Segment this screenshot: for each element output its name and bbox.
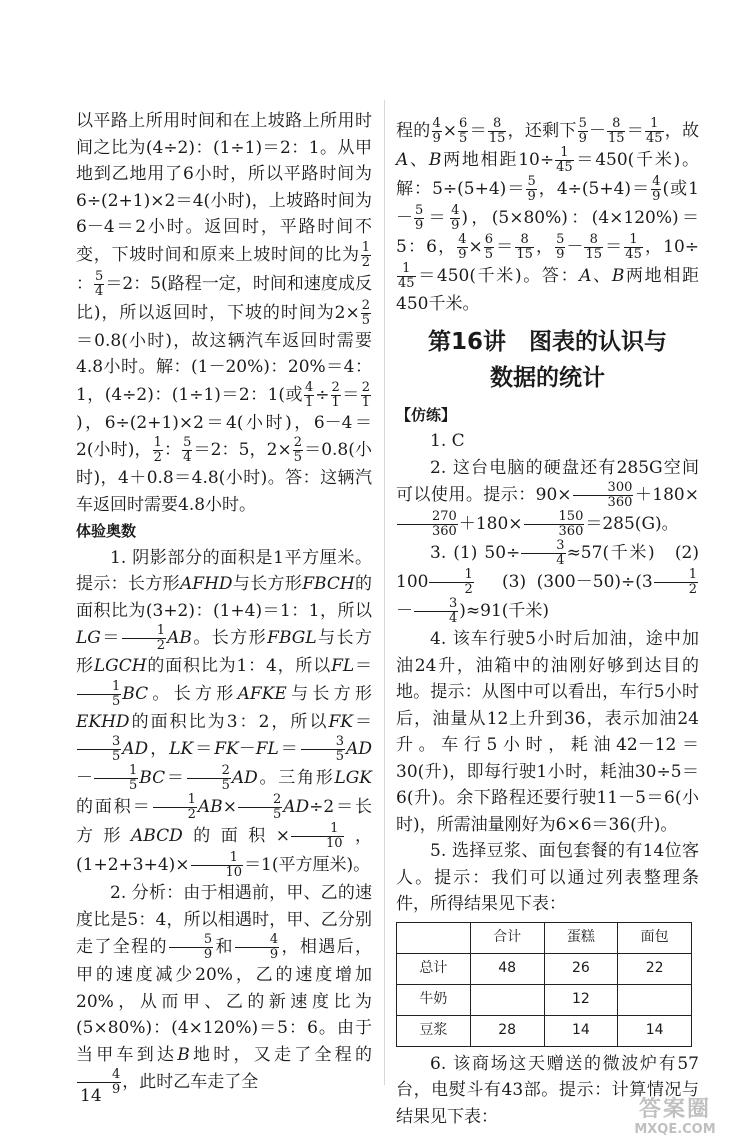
watermark-title: 答案圈	[638, 1097, 711, 1122]
table-cell: 豆浆	[397, 1015, 471, 1046]
answer-6: 6. 该商场这天赠送的微波炉有57台，电熨斗有43部。提示：计算情况与结果见下表：	[396, 1053, 699, 1127]
table-cell: 14	[544, 1015, 618, 1046]
table-row	[397, 1015, 692, 1046]
right-column	[396, 117, 699, 1130]
table-row	[397, 984, 692, 1015]
table-cell: 牛奶	[397, 984, 471, 1015]
watermark-logo	[610, 1098, 740, 1144]
practice-tag: 【仿练】	[396, 405, 457, 424]
table-header-cell: 面包	[618, 922, 692, 953]
section-title-tiyan-aoshu: 体验奥数	[76, 522, 137, 540]
answer-3: 3. (1) 50÷ $\frac{3}{4}$ ≈57(千米) (2) 100 $\frac{1}{2}$ (3) (300－50)÷(3 $\frac{1}{2}$ － $\frac{3}{4}$ )≈91(千米)	[396, 538, 699, 626]
column-divider	[384, 100, 385, 1085]
table-cell	[618, 984, 692, 1015]
table-cell: 12	[544, 984, 618, 1015]
answer-1: 1. C	[430, 431, 465, 451]
left-column	[76, 108, 372, 1097]
table-cell: 22	[618, 953, 692, 984]
answer-2: 2. 这台电脑的硬盘还有285G空间可以使用。提示：90× $\frac{300}{360}$ ＋180× $\frac{270}{360}$ ＋180× $\frac{150}{360}$ ＝285(G)。	[396, 457, 699, 539]
table-cell: 总计	[397, 953, 471, 984]
left-paragraph-2: 1. 阴影部分的面积是1平方厘米。提示：长方形AFHD与长方形FBCH的面积比为(3+2)：(1+4)＝1：1，所以LG＝ $\frac{1}{2}$ AB。长方形FBGL与长方形LGCH的面积比为1：4，所以FL＝ $\frac{1}{5}$ BC。长方形AFKE与长方形EKHD的面积比为3：2，所以FK＝ $\frac{3}{5}$ AD，LK＝FK－FL＝ $\frac{3}{5}$ AD－ $\frac{1}{5}$ BC＝ $\frac{2}{5}$ AD。三角形LGK的面积＝ $\frac{1}{2}$ AB× $\frac{2}{5}$ AD÷2＝长方形ABCD的面积× $\frac{1}{10}$ ，(1+2+3+4)× $\frac{1}{10}$ ＝1(平方厘米)。	[76, 547, 373, 880]
table-cell: 28	[470, 1015, 544, 1046]
table-header-cell: 蛋糕	[544, 922, 618, 953]
table-header-cell	[397, 922, 471, 953]
table-row	[397, 953, 692, 984]
table-cell	[470, 984, 544, 1015]
lecture-heading-line-1: 第16讲 图表的认识与	[427, 328, 667, 355]
watermark-site: MXQE.COM	[634, 1122, 716, 1137]
lecture-heading	[396, 324, 699, 396]
table-cell: 48	[470, 953, 544, 984]
answer-5: 5. 选择豆浆、面包套餐的有14位客人。提示：我们可以通过列表整理条件，所得结果见下表：	[396, 841, 699, 914]
page-number: 14	[80, 1086, 102, 1106]
left-paragraph-3: 2. 分析：由于相遇前，甲、乙的速度比是5：4，所以相遇时，甲、乙分别走了全程的 $\frac{5}{9}$ 和 $\frac{4}{9}$ ，相遇后，甲的速度减少20%，乙的速度增加20%，从而甲、乙的新速度比为(5×80%)：(4×120%)＝5：6。由于当甲车到达B地时，又走了全程的 $\frac{4}{9}$ ，此时乙车走了全	[76, 883, 373, 1097]
answer-4: 4. 该车行驶5小时后加油，途中加油24升，油箱中的油刚好够到达目的地。提示：从图中可以看出，车行5小时后，油量从12上升到36，表示加油24升。车行5小时，耗油42－12＝30(升)，即每行驶1小时，耗油30÷5＝6(升)。余下路程还要行驶11－5＝6(小时)，所需油量刚好为6×6＝36(升)。	[396, 629, 699, 835]
table-header-cell: 合计	[470, 922, 544, 953]
table-header-row	[397, 922, 692, 953]
left-paragraph-1: 以平路上所用时间和在上坡路上所用时间之比为(4÷2)：(1÷1)＝2：1。从甲地到乙地用了6小时，所以平路时间为6÷(2+1)×2＝4(小时)，上坡路时间为6－4＝2小时。返回时，平路时间不变，下坡时间和原来上坡时间的比为 $\frac{1}{2}$ ： $\frac{5}{4}$ ＝2：5(路程一定，时间和速度成反比)，所以返回时，下坡的时间为2× $\frac{2}{5}$ ＝0.8(小时)，故这辆汽车返回时需要4.8小时。解：(1－20%)：20%＝4：1，(4÷2)：(1÷1)＝2：1(或 $\frac{4}{1}$ ÷ $\frac{2}{1}$ ＝ $\frac{2}{1}$ )，6÷(2+1)×2＝4(小时)，6－4＝2(小时)， $\frac{1}{2}$ ： $\frac{5}{4}$ ＝2：5，2× $\frac{2}{5}$ ＝0.8(小时)，4＋0.8＝4.8(小时)。答：这辆汽车返回时需要4.8小时。	[76, 111, 373, 515]
table-cell: 14	[618, 1015, 692, 1046]
lecture-heading-line-2: 数据的统计	[490, 364, 605, 391]
data-table	[396, 922, 692, 1047]
table-cell: 26	[544, 953, 618, 984]
right-paragraph-1: 程的 $\frac{4}{9}$ × $\frac{6}{5}$ ＝ $\frac{8}{15}$ ，还剩下 $\frac{5}{9}$ － $\frac{8}{15}$ ＝ $\frac{1}{45}$ ，故A、B两地相距10÷ $\frac{1}{45}$ ＝450(千米)。解：5÷(5+4)＝ $\frac{5}{9}$ ，4÷(5+4)＝ $\frac{4}{9}$ (或1－ $\frac{5}{9}$ ＝ $\frac{4}{9}$ )，(5×80%)：(4×120%)＝5：6， $\frac{4}{9}$ × $\frac{6}{5}$ ＝ $\frac{8}{15}$ ， $\frac{5}{9}$ － $\frac{8}{15}$ ＝ $\frac{1}{45}$ ，10÷ $\frac{1}{45}$ ＝450(千米)。答：A、B两地相距450千米。	[396, 116, 700, 314]
